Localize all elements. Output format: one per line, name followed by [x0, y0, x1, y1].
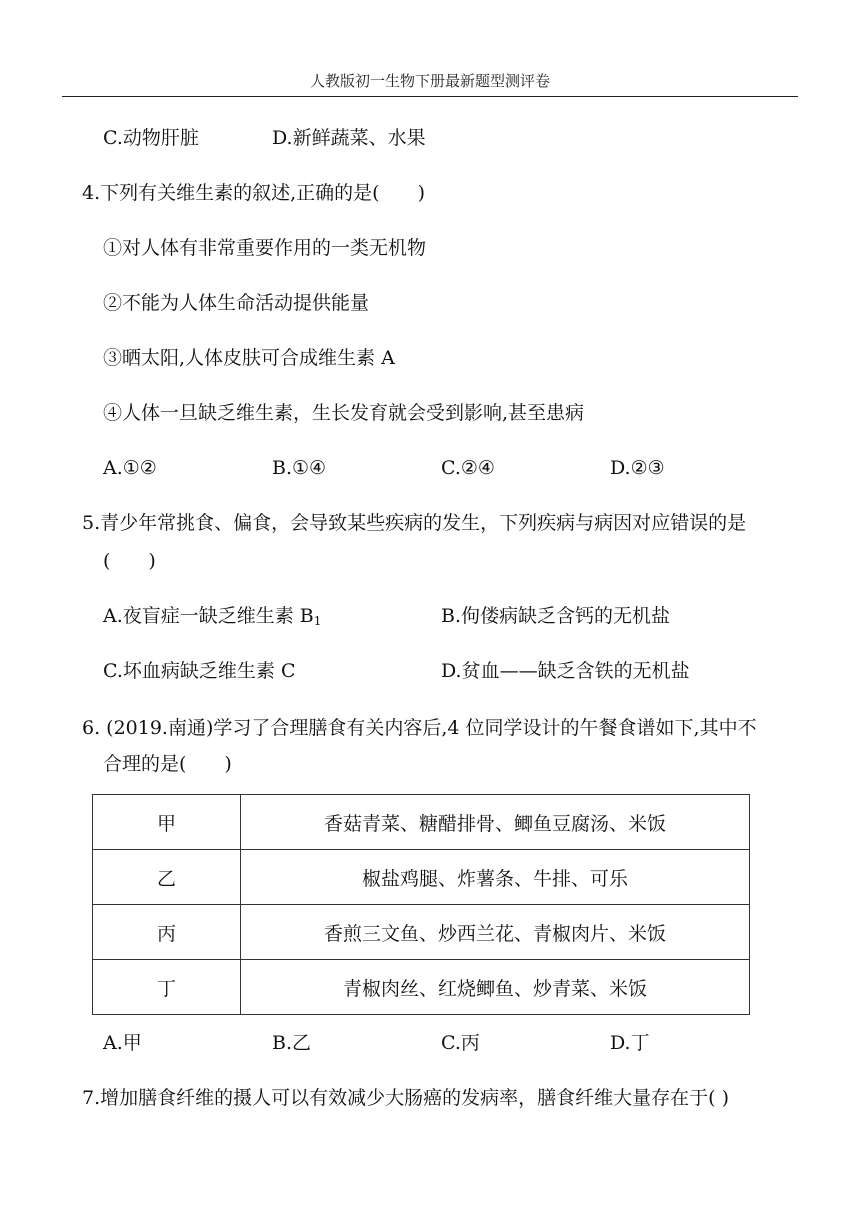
- q5-option-d: D.贫血——缺乏含铁的无机盐: [441, 660, 690, 682]
- q6-option-c: C.丙: [441, 1032, 480, 1054]
- q4-option-d: D.②③: [610, 457, 665, 479]
- menu-label-cell: 甲: [93, 795, 241, 850]
- q5-option-a: A.夜盲症一缺乏维生素 $B_1$: [103, 605, 322, 628]
- q4-statement-2: ②不能为人体生命活动提供能量: [103, 292, 370, 314]
- header-rule: [62, 96, 798, 97]
- q5-answer-paren: ( ): [103, 550, 156, 572]
- page-header-title: 人教版初一生物下册最新题型测评卷: [309, 72, 550, 90]
- menu-items-cell: 香煎三文鱼、炒西兰花、青椒肉片、米饭: [241, 905, 750, 960]
- q6-stem-line2: 合理的是( ): [103, 753, 232, 775]
- q4-statement-1: ①对人体有非常重要作用的一类无机物: [103, 237, 427, 259]
- q6-option-a: A.甲: [103, 1032, 142, 1054]
- q4-statement-3: ③晒太阳,人体皮肤可合成维生素 A: [103, 347, 395, 369]
- table-row: [93, 850, 750, 905]
- menu-label-cell: 乙: [93, 850, 241, 905]
- q6-stem-line1: 6. (2019.南通)学习了合理膳食有关内容后,4 位同学设计的午餐食谱如下,其中不: [82, 717, 757, 739]
- q6-option-b: B.乙: [272, 1032, 312, 1054]
- menu-items-cell: 香菇青菜、糖醋排骨、鲫鱼豆腐汤、米饭: [241, 795, 750, 850]
- q4-stem: 4.下列有关维生素的叙述,正确的是( ): [82, 182, 425, 204]
- q4-option-a: A.①②: [103, 457, 157, 479]
- q7-stem: 7.增加膳食纤维的摄人可以有效减少大肠癌的发病率，膳食纤维大量存在于( ): [82, 1087, 729, 1109]
- table-row: [93, 960, 750, 1015]
- menu-items-cell: 青椒肉丝、红烧鲫鱼、炒青菜、米饭: [241, 960, 750, 1015]
- q3-option-c: C.动物肝脏: [103, 127, 199, 149]
- q5-option-c: C.坏血病缺乏维生素 C: [103, 660, 296, 682]
- table-row: [93, 795, 750, 850]
- lunch-menu-table: [92, 794, 750, 1015]
- table-row: [93, 905, 750, 960]
- q4-statement-4: ④人体一旦缺乏维生素，生长发育就会受到影响,甚至患病: [103, 402, 585, 424]
- q5-option-b: B.佝偻病缺乏含钙的无机盐: [441, 605, 671, 627]
- q6-option-d: D.丁: [610, 1032, 650, 1054]
- menu-label-cell: 丙: [93, 905, 241, 960]
- menu-items-cell: 椒盐鸡腿、炸薯条、牛排、可乐: [241, 850, 750, 905]
- q5-stem: 5.青少年常挑食、偏食，会导致某些疾病的发生，下列疾病与病因对应错误的是: [82, 512, 747, 534]
- q3-option-d: D.新鲜蔬菜、水果: [272, 127, 426, 149]
- q4-option-b: B.①④: [272, 457, 327, 479]
- q5-option-a-subscript: 1: [313, 614, 322, 628]
- menu-label-cell: 丁: [93, 960, 241, 1015]
- q4-option-c: C.②④: [441, 457, 495, 479]
